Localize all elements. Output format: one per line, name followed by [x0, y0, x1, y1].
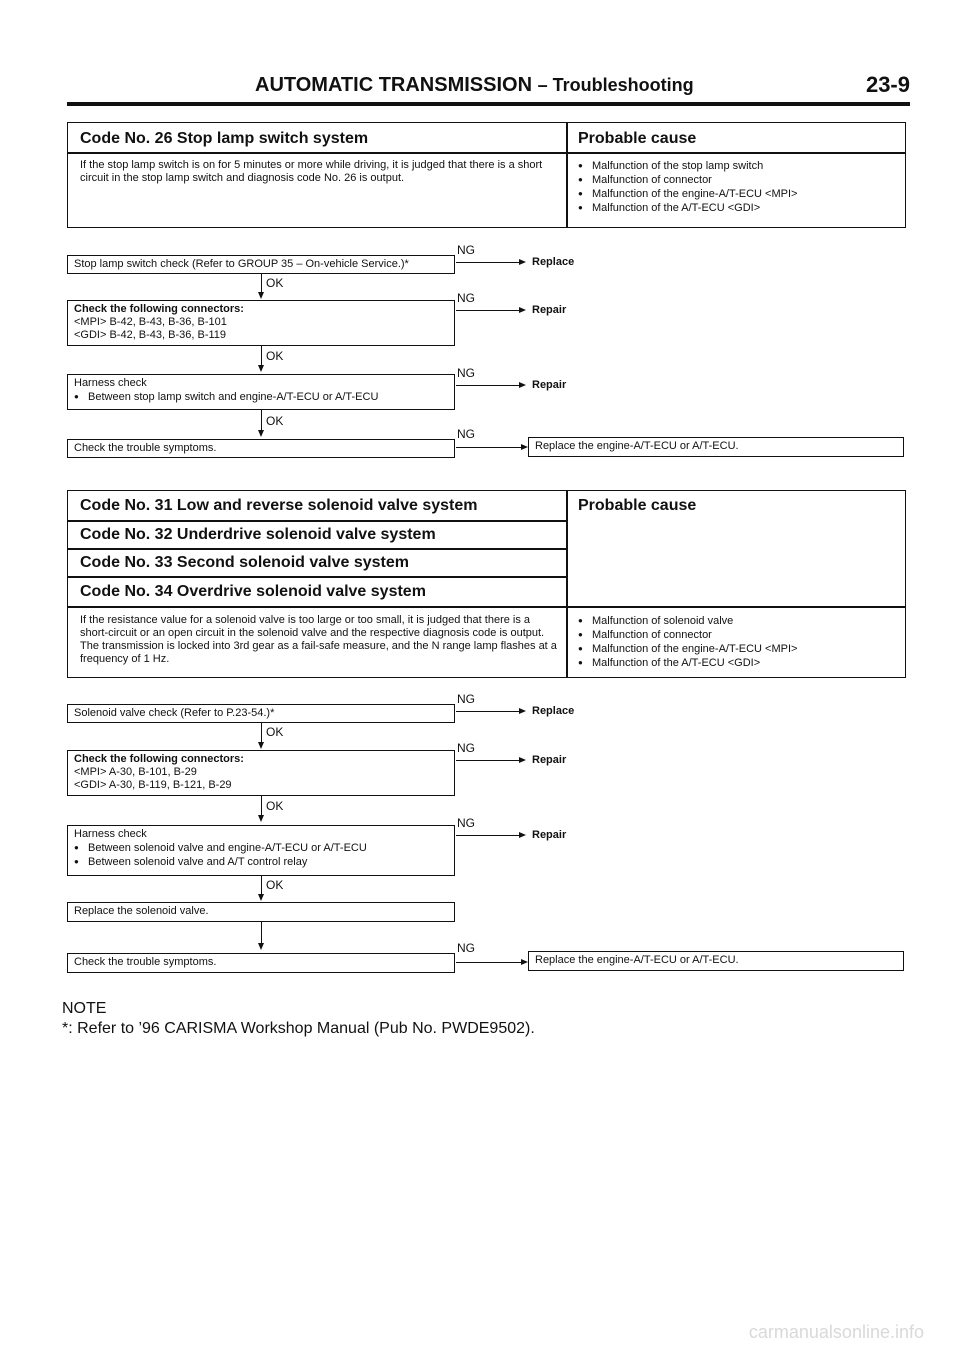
- ng-arrow: [456, 711, 524, 712]
- section2-code-divider: [67, 520, 567, 522]
- step-line: <MPI> B-42, B-43, B-36, B-101: [74, 316, 227, 328]
- section2-code-32: Code No. 32 Underdrive solenoid valve system: [80, 526, 436, 543]
- section2-code-divider: [67, 576, 567, 578]
- ng-arrow: [456, 962, 526, 963]
- step-line: Check the trouble symptoms.: [74, 442, 217, 454]
- step-line: ● Between solenoid valve and A/T control relay: [74, 855, 448, 869]
- ok-arrow: [261, 796, 262, 820]
- result-repair: Repair: [532, 754, 567, 766]
- section1-probable-cause-heading: Probable cause: [578, 130, 697, 147]
- ng-arrow: [456, 447, 526, 448]
- step-line: Stop lamp switch check (Refer to GROUP 35 – On-vehicle Service.)*: [74, 258, 409, 270]
- ng-label: NG: [457, 366, 475, 380]
- flow-arrow: [261, 922, 262, 948]
- section1-divider: [67, 152, 906, 154]
- ok-arrow: [261, 410, 262, 435]
- flow2-step-trouble-symptoms: [67, 953, 455, 973]
- cause-item: ● Malfunction of the stop lamp switch: [578, 159, 797, 173]
- ok-arrow: [261, 723, 262, 747]
- flow1-step-harness-check: [67, 374, 455, 410]
- section2-probable-cause-heading: Probable cause: [578, 497, 697, 514]
- cause-item: ● Malfunction of the A/T-ECU <GDI>: [578, 656, 797, 670]
- section1-causes: [578, 159, 797, 215]
- section1-code: Code No. 26 Stop lamp switch system: [80, 130, 369, 147]
- watermark: carmanualsonline.info: [748, 1322, 924, 1342]
- flow2-step-connector-check: [67, 750, 455, 796]
- step-line: <GDI> B-42, B-43, B-36, B-119: [74, 329, 227, 341]
- page-title: [255, 74, 694, 97]
- ng-arrow: [456, 262, 524, 263]
- page-number: 23-9: [865, 72, 910, 97]
- section2-description: If the resistance value for a solenoid valve is too large or too small, it is judged that there is a short-circuit or an open circuit in the solenoid valve and the respective diagnosis code is output. The transmission is locked into 3rd gear as a fail-safe measure, and the N range lamp flashes at a frequency of 1 Hz.: [80, 614, 557, 665]
- ok-label: OK: [266, 276, 284, 290]
- ng-arrow: [456, 760, 524, 761]
- header-rule: [67, 102, 910, 106]
- result-repair: Repair: [532, 379, 567, 391]
- title-subtitle: – Troubleshooting: [537, 75, 694, 95]
- step-line: Harness check: [74, 828, 147, 840]
- result-repair: Repair: [532, 829, 567, 841]
- flow2-step-solenoid-check: [67, 704, 455, 723]
- ok-label: OK: [266, 799, 284, 813]
- ng-arrow: [456, 385, 524, 386]
- ok-label: OK: [266, 878, 284, 892]
- flow1-step-stop-lamp-check: [67, 255, 455, 274]
- step-line: ● Between solenoid valve and engine-A/T-ECU or A/T-ECU: [74, 841, 448, 855]
- step-line: <MPI> A-30, B-101, B-29: [74, 766, 197, 778]
- ng-label: NG: [457, 941, 475, 955]
- step-line: ● Between stop lamp switch and engine-A/T-ECU or A/T-ECU: [74, 390, 448, 404]
- cause-item: ● Malfunction of the engine-A/T-ECU <MPI>: [578, 642, 797, 656]
- ng-arrow: [456, 835, 524, 836]
- ng-label: NG: [457, 243, 475, 257]
- note-heading: NOTE: [62, 1000, 107, 1017]
- section1-column-divider: [566, 122, 568, 228]
- cause-item: ● Malfunction of connector: [578, 628, 797, 642]
- ng-label: NG: [457, 427, 475, 441]
- step-line: Check the following connectors:: [74, 303, 244, 315]
- ok-label: OK: [266, 414, 284, 428]
- ok-arrow: [261, 876, 262, 899]
- cause-item: ● Malfunction of connector: [578, 173, 797, 187]
- result-text: Replace the engine-A/T-ECU or A/T-ECU.: [535, 954, 739, 966]
- ng-label: NG: [457, 291, 475, 305]
- cause-item: ● Malfunction of solenoid valve: [578, 614, 797, 628]
- flow2-step-replace-solenoid: [67, 902, 455, 922]
- step-line: <GDI> A-30, B-119, B-121, B-29: [74, 779, 232, 791]
- cause-item: ● Malfunction of the A/T-ECU <GDI>: [578, 201, 797, 215]
- note-text: *: Refer to ’96 CARISMA Workshop Manual (Pub No. PWDE9502).: [62, 1020, 535, 1037]
- result-replace: Replace: [532, 705, 575, 717]
- ng-label: NG: [457, 692, 475, 706]
- step-line: Check the following connectors:: [74, 753, 244, 765]
- result-repair: Repair: [532, 304, 567, 316]
- cause-item: ● Malfunction of the engine-A/T-ECU <MPI>: [578, 187, 797, 201]
- step-line: Check the trouble symptoms.: [74, 956, 217, 968]
- ok-label: OK: [266, 725, 284, 739]
- section2-description-divider: [67, 606, 906, 608]
- section2-code-33: Code No. 33 Second solenoid valve system: [80, 554, 409, 571]
- flow2-step-harness-check: [67, 825, 455, 876]
- result-replace-ecu: [528, 437, 904, 457]
- section1-description: If the stop lamp switch is on for 5 minutes or more while driving, it is judged that there is a short circuit in the stop lamp switch and diagnosis code No. 26 is output.: [80, 159, 543, 184]
- flow1-step-trouble-symptoms: [67, 439, 455, 458]
- ng-arrow: [456, 310, 524, 311]
- section2-code-31: Code No. 31 Low and reverse solenoid valve system: [80, 497, 478, 514]
- step-line: Harness check: [74, 377, 147, 389]
- ng-label: NG: [457, 741, 475, 755]
- ok-label: OK: [266, 349, 284, 363]
- flow1-step-connector-check: [67, 300, 455, 346]
- step-line: Solenoid valve check (Refer to P.23-54.)*: [74, 707, 275, 719]
- ok-arrow: [261, 274, 262, 297]
- title-text: AUTOMATIC TRANSMISSION: [255, 74, 533, 96]
- ng-label: NG: [457, 816, 475, 830]
- section2-column-divider: [566, 490, 568, 678]
- ok-arrow: [261, 346, 262, 370]
- result-replace-ecu: [528, 951, 904, 971]
- result-replace: Replace: [532, 256, 575, 268]
- step-line: Replace the solenoid valve.: [74, 905, 209, 917]
- section2-code-34: Code No. 34 Overdrive solenoid valve system: [80, 583, 426, 600]
- section2-code-divider: [67, 548, 567, 550]
- section2-causes: [578, 614, 797, 670]
- result-text: Replace the engine-A/T-ECU or A/T-ECU.: [535, 440, 739, 452]
